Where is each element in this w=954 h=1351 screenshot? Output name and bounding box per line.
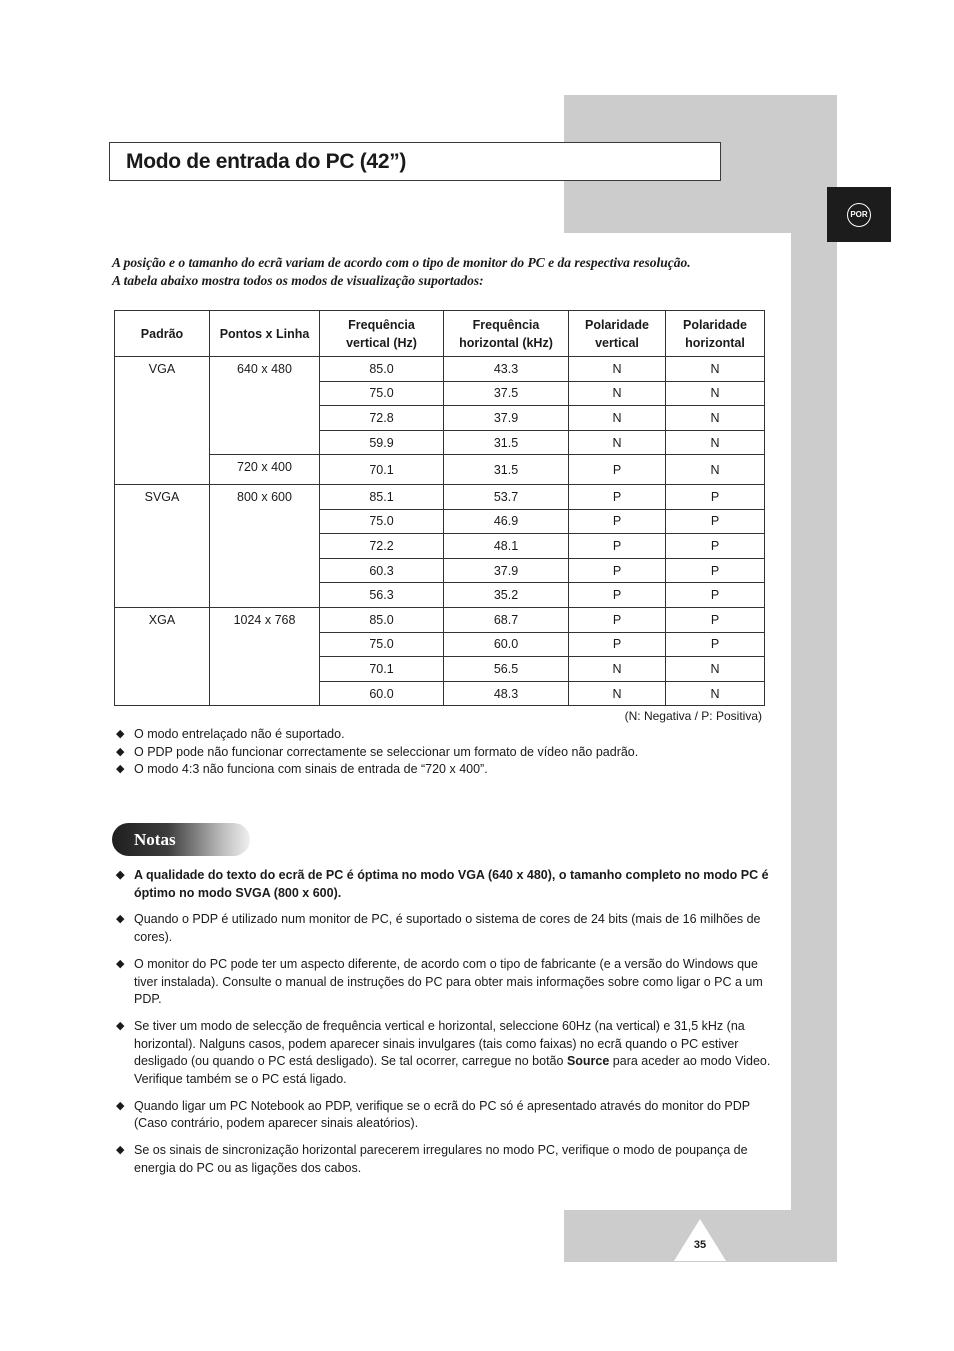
cell-pol-vertical: P — [569, 534, 666, 559]
note-item: ◆ Quando ligar um PC Notebook ao PDP, verifique se o ecrã do PC só é apresentado através do monitor do PDP (Caso contrário, podem aparecer sinais aleatórios). — [116, 1098, 750, 1131]
cell-freq-horizontal: 68.7 — [444, 607, 569, 632]
note-item: ◆ Quando o PDP é utilizado num monitor de PC, é suportado o sistema de cores de 24 bits (mais de 16 milhões de cores). — [116, 912, 761, 945]
notes-heading-pill — [112, 823, 250, 856]
list-item: ◆ O modo 4:3 não funciona com sinais de entrada de “720 x 400”. — [116, 761, 776, 779]
cell-pol-horizontal: P — [666, 632, 765, 657]
cell-freq-horizontal: 43.3 — [444, 357, 569, 382]
header-pol-vertical: Polaridade vertical — [569, 311, 666, 357]
note-item: ◆ Se tiver um modo de selecção de frequência vertical e horizontal, seleccione 60Hz (na vertical) e 31,5 kHz (na horizontal). Nalguns casos, podem aparecer sinais invulgares (tais como faixas) no ecrã quando o PC estiver desligado (ou quando o PC está desligado). Se tal ocorrer, carregue no botão Source para aceder ao modo Video. Verifique também se o PC está ligado. — [116, 1018, 771, 1087]
note-item: ◆ A qualidade do texto do ecrã de PC é óptima no modo VGA (640 x 480), o tamanho completo no modo PC é óptimo no modo SVGA (800 x 600). — [116, 868, 769, 900]
table-row — [115, 484, 765, 509]
cell-pol-vertical: N — [569, 681, 666, 706]
notes-heading: Notas — [134, 829, 176, 849]
note-item: ◆ O monitor do PC pode ter um aspecto diferente, de acordo com o tipo de fabricante (e a versão do Windows que tiver instalada). Consulte o manual de instruções do PC para obter mais informações sobre como ligar o PC a um PDP. — [116, 956, 763, 1007]
cell-freq-horizontal: 31.5 — [444, 430, 569, 455]
diamond-bullet-icon: ◆ — [116, 1019, 125, 1032]
cell-resolution: 800 x 600 — [210, 484, 320, 607]
cell-pol-vertical: P — [569, 607, 666, 632]
cell-pol-horizontal: N — [666, 657, 765, 682]
diamond-bullet-icon: ◆ — [116, 1099, 125, 1112]
cell-freq-horizontal: 35.2 — [444, 583, 569, 608]
cell-pol-vertical: N — [569, 430, 666, 455]
table-row — [115, 455, 765, 485]
cell-pol-horizontal: N — [666, 455, 765, 485]
cell-pol-horizontal: P — [666, 534, 765, 559]
table-row — [115, 357, 765, 382]
cell-pol-vertical: P — [569, 455, 666, 485]
list-item: ◆ O PDP pode não funcionar correctamente se seleccionar um formato de vídeo não padrão. — [116, 744, 776, 762]
cell-pol-vertical: P — [569, 583, 666, 608]
cell-pol-horizontal: N — [666, 406, 765, 431]
intro-line-1: A posição e o tamanho do ecrã variam de acordo com o tipo de monitor do PC e da respectiva resolução. — [112, 255, 691, 270]
intro-text — [112, 254, 792, 290]
cell-pol-horizontal: N — [666, 681, 765, 706]
cell-standard: XGA — [115, 607, 210, 705]
intro-line-2: A tabela abaixo mostra todos os modos de visualização suportados: — [112, 273, 484, 288]
cell-freq-horizontal: 31.5 — [444, 455, 569, 485]
diamond-bullet-icon: ◆ — [116, 913, 125, 926]
cell-freq-vertical: 56.3 — [320, 583, 444, 608]
header-pontos: Pontos x Linha — [210, 311, 320, 357]
cell-pol-vertical: P — [569, 558, 666, 583]
table-row — [115, 607, 765, 632]
cell-pol-horizontal: N — [666, 357, 765, 382]
cell-pol-horizontal: P — [666, 607, 765, 632]
cell-freq-horizontal: 46.9 — [444, 509, 569, 534]
cell-freq-horizontal: 37.9 — [444, 558, 569, 583]
cell-pol-horizontal: P — [666, 583, 765, 608]
table-header-row — [115, 311, 765, 357]
header-pol-horizontal: Polaridade horizontal — [666, 311, 765, 357]
diamond-bullet-icon: ◆ — [116, 745, 125, 758]
cell-pol-vertical: N — [569, 381, 666, 406]
cell-freq-vertical: 60.0 — [320, 681, 444, 706]
cell-freq-horizontal: 60.0 — [444, 632, 569, 657]
cell-pol-horizontal: P — [666, 484, 765, 509]
cell-pol-horizontal: P — [666, 509, 765, 534]
cell-freq-vertical: 70.1 — [320, 657, 444, 682]
cell-freq-vertical: 75.0 — [320, 381, 444, 406]
cell-freq-vertical: 85.0 — [320, 357, 444, 382]
cell-pol-vertical: P — [569, 632, 666, 657]
cell-pol-vertical: N — [569, 357, 666, 382]
notes-list — [116, 867, 771, 1187]
cell-pol-vertical: P — [569, 509, 666, 534]
cell-standard: SVGA — [115, 484, 210, 607]
cell-pol-horizontal: P — [666, 558, 765, 583]
cell-pol-horizontal: N — [666, 381, 765, 406]
note-item: ◆ Se os sinais de sincronização horizontal parecerem irregulares no modo PC, verifique o modo de poupança de energia do PC ou as ligações dos cabos. — [116, 1143, 748, 1175]
cell-freq-horizontal: 37.5 — [444, 381, 569, 406]
cell-freq-horizontal: 48.3 — [444, 681, 569, 706]
diamond-bullet-icon: ◆ — [116, 1144, 125, 1157]
header-padrao: Padrão — [115, 311, 210, 357]
notice-list — [116, 726, 776, 779]
cell-freq-vertical: 70.1 — [320, 455, 444, 485]
page-number: 35 — [693, 1239, 707, 1251]
cell-resolution: 720 x 400 — [210, 455, 320, 485]
diamond-bullet-icon: ◆ — [116, 728, 125, 740]
polarity-legend: (N: Negativa / P: Positiva) — [624, 709, 762, 723]
cell-freq-vertical: 85.0 — [320, 607, 444, 632]
header-freq-horizontal: Frequência horizontal (kHz) — [444, 311, 569, 357]
diamond-bullet-icon: ◆ — [116, 763, 125, 776]
cell-freq-vertical: 59.9 — [320, 430, 444, 455]
page-title: Modo de entrada do PC (42”) — [126, 149, 407, 173]
cell-pol-vertical: N — [569, 406, 666, 431]
page-title-box — [109, 142, 721, 181]
cell-pol-vertical: P — [569, 484, 666, 509]
diamond-bullet-icon: ◆ — [116, 869, 125, 881]
cell-pol-horizontal: N — [666, 430, 765, 455]
cell-freq-vertical: 85.1 — [320, 484, 444, 509]
cell-pol-vertical: N — [569, 657, 666, 682]
language-badge: POR — [847, 203, 871, 227]
cell-freq-horizontal: 37.9 — [444, 406, 569, 431]
cell-standard: VGA — [115, 357, 210, 485]
cell-resolution: 1024 x 768 — [210, 607, 320, 705]
cell-freq-vertical: 75.0 — [320, 632, 444, 657]
cell-freq-horizontal: 56.5 — [444, 657, 569, 682]
cell-freq-vertical: 60.3 — [320, 558, 444, 583]
header-freq-vertical: Frequência vertical (Hz) — [320, 311, 444, 357]
table-body — [115, 357, 765, 706]
cell-freq-vertical: 72.2 — [320, 534, 444, 559]
list-item: ◆ O modo entrelaçado não é suportado. — [116, 726, 776, 744]
language-tab — [827, 187, 891, 242]
diamond-bullet-icon: ◆ — [116, 957, 125, 970]
decor-band-right — [791, 95, 837, 1262]
display-modes-table — [114, 310, 765, 706]
cell-freq-vertical: 72.8 — [320, 406, 444, 431]
cell-freq-horizontal: 48.1 — [444, 534, 569, 559]
source-button-label: Source — [566, 1054, 610, 1069]
cell-freq-horizontal: 53.7 — [444, 484, 569, 509]
cell-resolution: 640 x 480 — [210, 357, 320, 455]
cell-freq-vertical: 75.0 — [320, 509, 444, 534]
